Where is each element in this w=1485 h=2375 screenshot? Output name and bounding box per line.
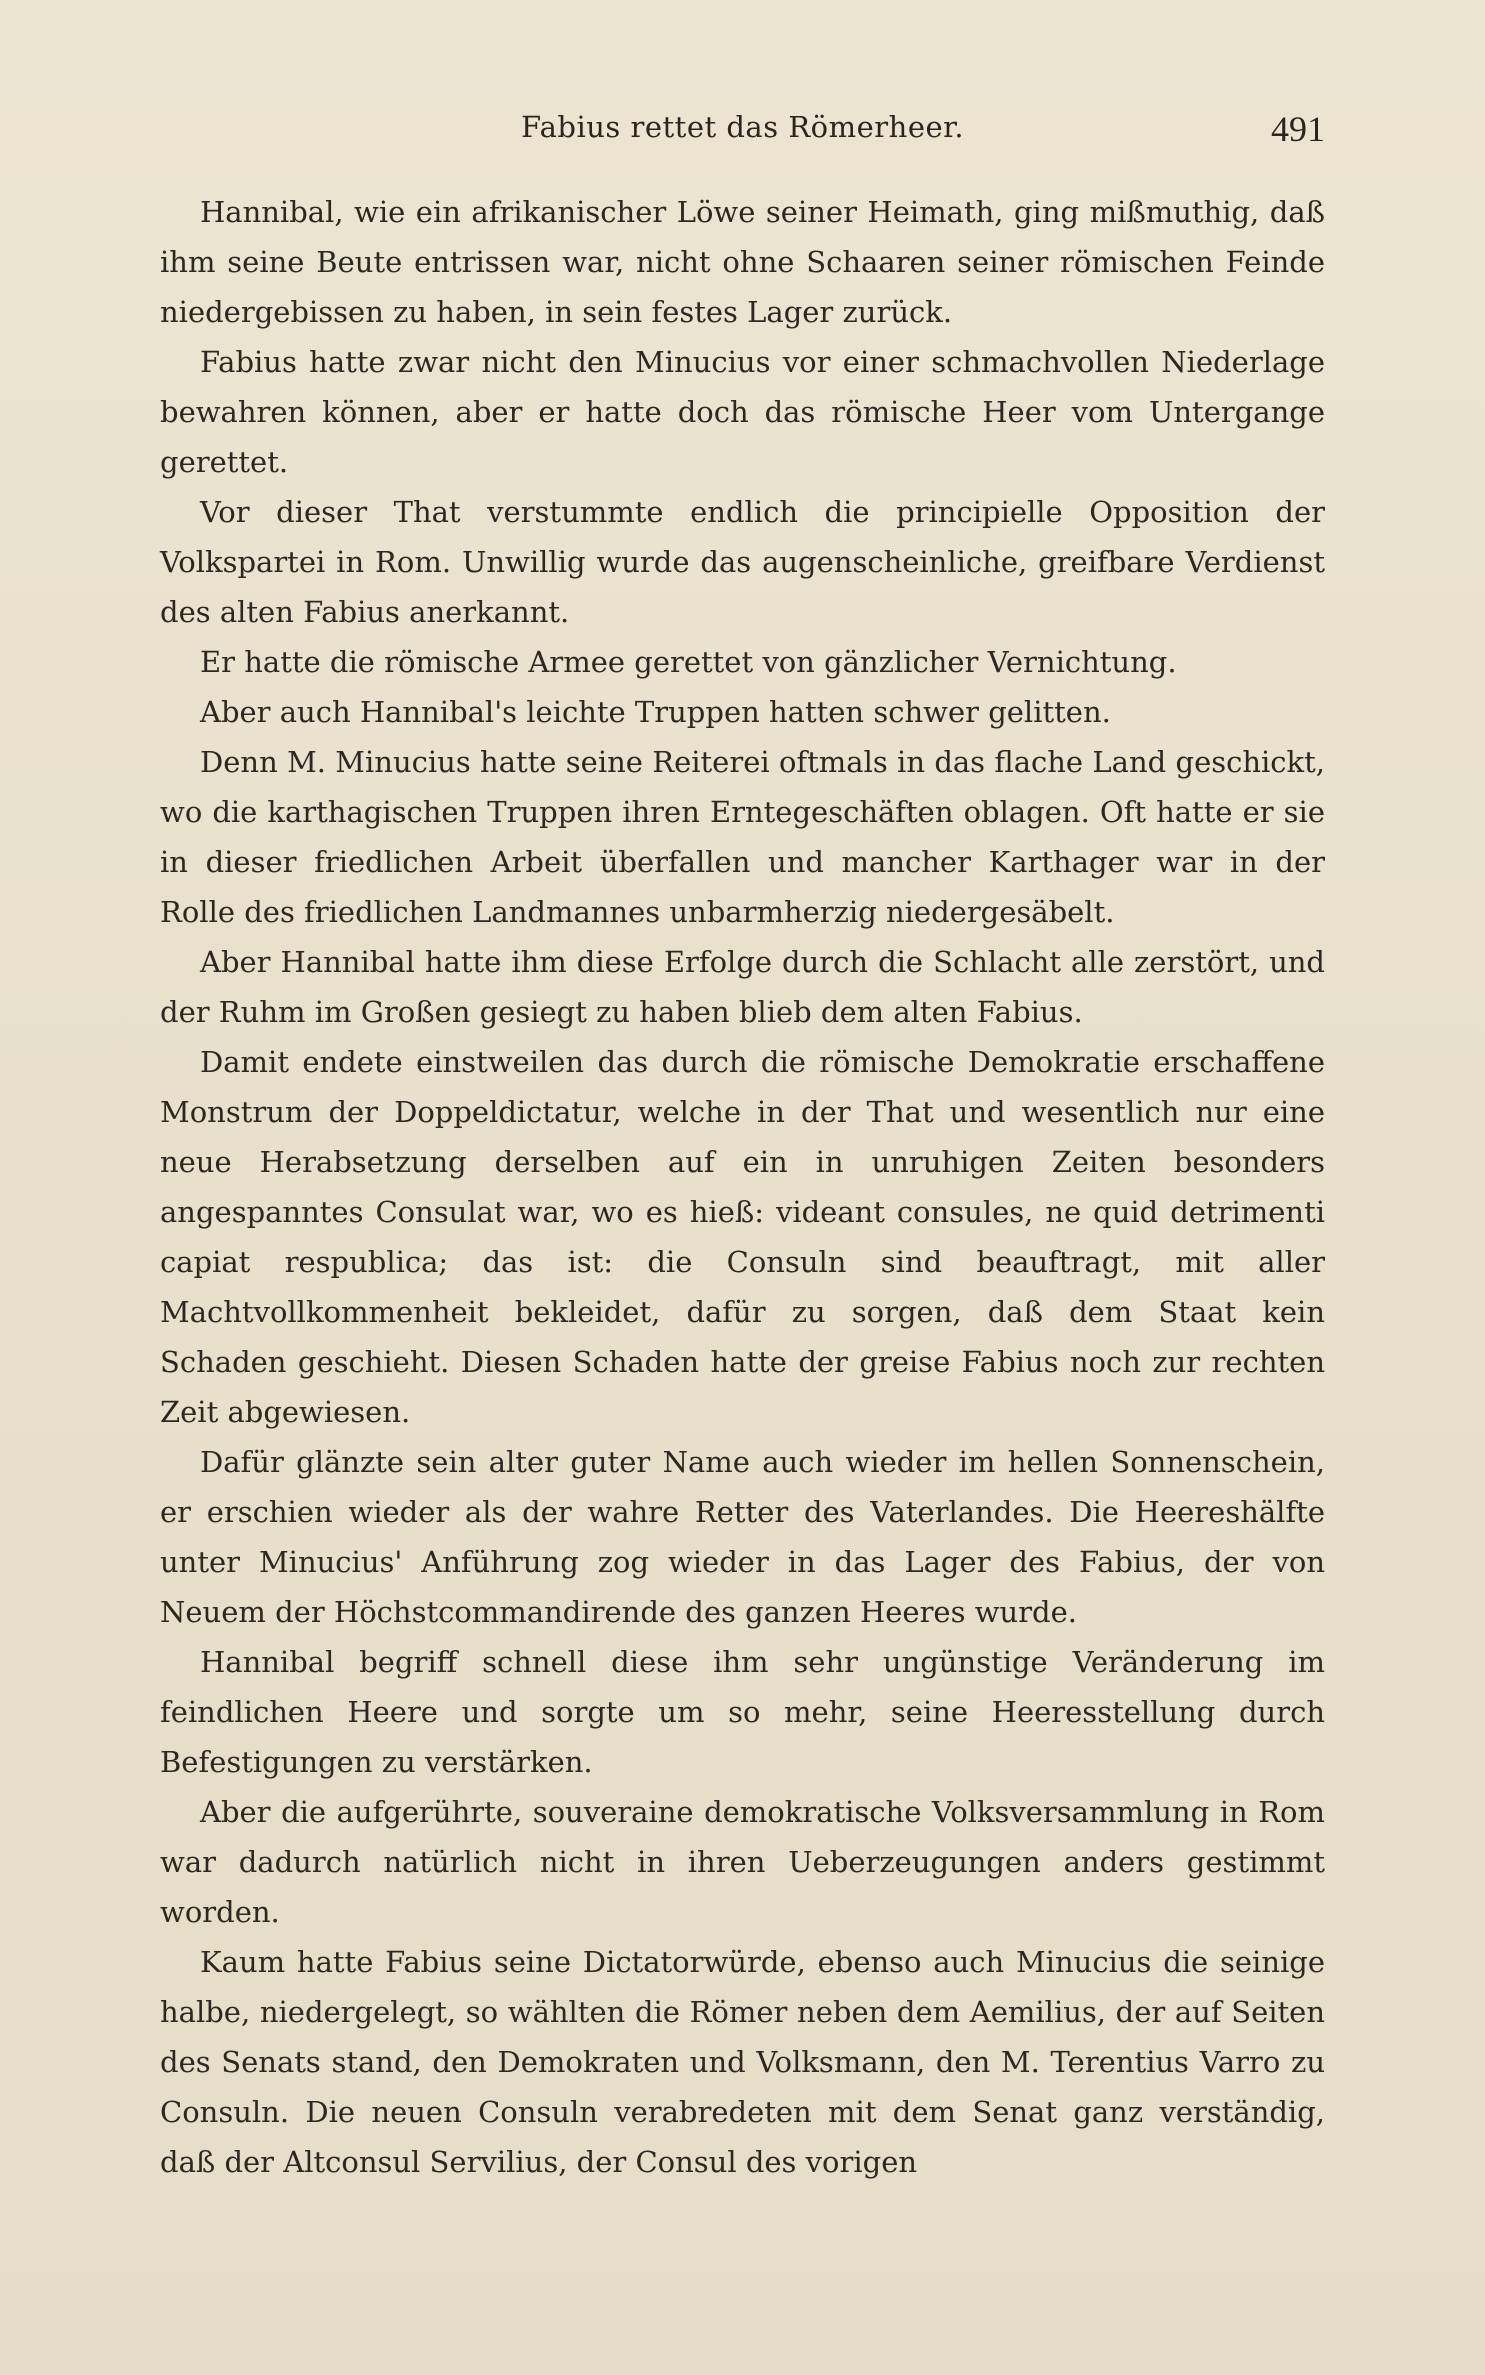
body-text bbox=[160, 187, 1325, 2187]
paragraph: Aber auch Hannibal's leichte Truppen hatten schwer gelitten. bbox=[200, 695, 1111, 729]
page-header bbox=[160, 110, 1325, 160]
paragraph: Denn M. Minucius hatte seine Reiterei oftmals in das flache Land geschickt, wo die karthagischen Truppen ihren Erntegeschäften oblagen. Oft hatte er sie in dieser friedlichen Arbeit überfallen und mancher Karthager war in der Rolle des friedlichen Landmannes unbarmherzig niedergesäbelt. bbox=[160, 745, 1325, 929]
paragraph: Hannibal begriff schnell diese ihm sehr ungünstige Veränderung im feindlichen Heere und sorgte um so mehr, seine Heeresstellung durch Befestigungen zu verstärken. bbox=[160, 1645, 1325, 1779]
paragraph: Hannibal, wie ein afrikanischer Löwe seiner Heimath, ging mißmuthig, daß ihm seine Beute entrissen war, nicht ohne Schaaren seiner römischen Feinde niedergebissen zu haben, in sein festes Lager zurück. bbox=[160, 195, 1325, 329]
paragraph: Damit endete einstweilen das durch die römische Demokratie erschaffene Monstrum der Doppeldictatur, welche in der That und wesentlich nur eine neue Herabsetzung derselben auf ein in unruhigen Zeiten besonders angespanntes Consulat war, wo es hieß: videant consules, ne quid detrimenti capiat respublica; das ist: die Consuln sind beauftragt, mit aller Machtvollkommenheit bekleidet, dafür zu sorgen, daß dem Staat kein Schaden geschieht. Diesen Schaden hatte der greise Fabius noch zur rechten Zeit abgewiesen. bbox=[160, 1045, 1325, 1429]
paragraph: Fabius hatte zwar nicht den Minucius vor einer schmachvollen Niederlage bewahren können, aber er hatte doch das römische Heer vom Untergange gerettet. bbox=[160, 345, 1325, 479]
paragraph: Kaum hatte Fabius seine Dictatorwürde, ebenso auch Minucius die seinige halbe, niedergelegt, so wählten die Römer neben dem Aemilius, der auf Seiten des Senats stand, den Demokraten und Volksmann, den M. Terentius Varro zu Consuln. Die neuen Consuln verabredeten mit dem Senat ganz verständig, daß der Altconsul Servilius, der Consul des vorigen bbox=[160, 1945, 1325, 2179]
paragraph: Aber die aufgerührte, souveraine demokratische Volksversammlung in Rom war dadurch natürlich nicht in ihren Ueberzeugungen anders gestimmt worden. bbox=[160, 1795, 1325, 1929]
paragraph: Aber Hannibal hatte ihm diese Erfolge durch die Schlacht alle zerstört, und der Ruhm im Großen gesiegt zu haben blieb dem alten Fabius. bbox=[160, 945, 1325, 1029]
paragraph: Er hatte die römische Armee gerettet von gänzlicher Vernichtung. bbox=[200, 645, 1177, 679]
paragraph: Vor dieser That verstummte endlich die principielle Opposition der Volkspartei in Rom. Unwillig wurde das augenscheinliche, greifbare Verdienst des alten Fabius anerkannt. bbox=[160, 495, 1325, 629]
paragraph: Dafür glänzte sein alter guter Name auch wieder im hellen Sonnenschein, er erschien wieder als der wahre Retter des Vaterlandes. Die Heereshälfte unter Minucius' Anführung zog wieder in das Lager des Fabius, der von Neuem der Höchstcommandirende des ganzen Heeres wurde. bbox=[160, 1445, 1325, 1629]
page-number: 491 bbox=[1271, 109, 1325, 149]
running-title: Fabius rettet das Römerheer. bbox=[520, 110, 965, 144]
